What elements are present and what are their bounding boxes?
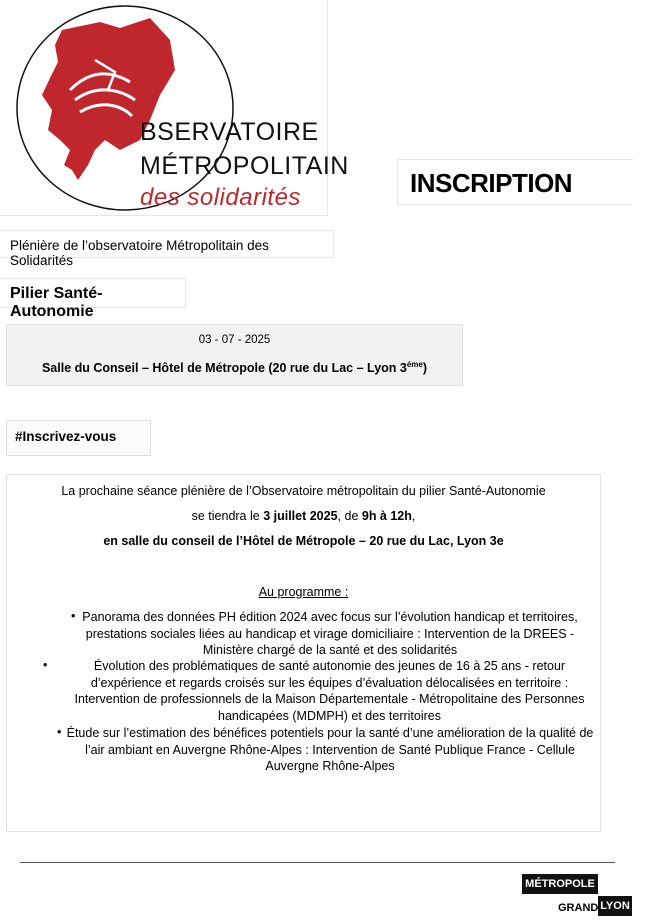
intro-line-2: [7, 509, 600, 523]
programme-item-2: Évolution des problématiques de santé autonomie des jeunes de 16 à 25 ans - retour d’expérience et regards croisés sur les équipes d’évaluation délocalisées en territoire : Intervention de professionnels de la Maison Départementale - Métropolitaine des Personnes handicapées (MDMPH) et des territoires: [74, 659, 585, 723]
programme-item-3: Étude sur l’estimation des bénéfices potentiels pour la santé d’une amélioration de la qualité de l’air ambiant en Auvergne Rhône-Alpes : Intervention de Santé Publique France - Cellule Auvergne Rhône-Alpes: [66, 726, 594, 773]
event-location-text: Salle du Conseil – Hôtel de Métropole (20 rue du Lac – Lyon 3: [41, 361, 407, 376]
register-button[interactable]: [6, 420, 151, 456]
page-title: INSCRIPTION: [410, 168, 573, 198]
event-series-box: [0, 230, 334, 268]
metropole-grand-lyon-logo: [522, 874, 632, 918]
page-title-box: [397, 159, 633, 205]
event-location: [7, 360, 462, 375]
event-location-sup: éme: [406, 360, 423, 369]
event-info-box: [6, 324, 463, 386]
intro-2-part-e: ,: [411, 509, 416, 523]
bullet-icon: •: [43, 658, 48, 672]
event-date-bold: 3 juillet 2025: [263, 509, 338, 523]
brand-grand: GRAND: [558, 902, 599, 914]
logo-text-line-1: BSERVATOIRE: [140, 118, 319, 146]
intro-2-part-c: , de: [337, 509, 362, 523]
logo-text-line-3: des solidarités: [140, 184, 301, 211]
brand-lyon: LYON: [598, 896, 632, 916]
programme-title: Au programme :: [258, 585, 349, 599]
bullet-icon: •: [57, 725, 62, 739]
event-time-bold: 9h à 12h: [361, 509, 412, 523]
event-series-label: Plénière de l’observatoire Métropolitain des Solidarités: [10, 238, 269, 268]
programme-item-1: Panorama des données PH édition 2024 avec focus sur l’évolution handicap et territoires, prestations sociales liées au handicap et virage domiciliaire : Intervention de la DREES - Ministère chargé de la santé et des solidarités: [82, 610, 578, 657]
event-date: 03 - 07 - 2025: [198, 334, 271, 346]
logo: [0, 0, 349, 216]
brand-metropole: MÉTROPOLE: [522, 874, 598, 894]
pillar-box: [0, 278, 186, 320]
bullet-icon: •: [71, 609, 76, 623]
intro-line-1: La prochaine séance plénière de l’Observatoire métropolitain du pilier Santé-Autonomie: [61, 484, 546, 498]
intro-2-part-a: se tiendra le: [191, 509, 264, 523]
logo-text-line-2: MÉTROPOLITAIN: [140, 152, 349, 180]
event-location-end: ): [422, 361, 428, 376]
register-button-label: #Inscrivez-vous: [15, 429, 117, 444]
pillar-label: Pilier Santé-Autonomie: [10, 285, 103, 320]
footer-divider: [20, 862, 615, 863]
intro-line-3: en salle du conseil de l’Hôtel de Métropole – 20 rue du Lac, Lyon 3e: [103, 534, 504, 548]
description-box: [6, 474, 601, 832]
